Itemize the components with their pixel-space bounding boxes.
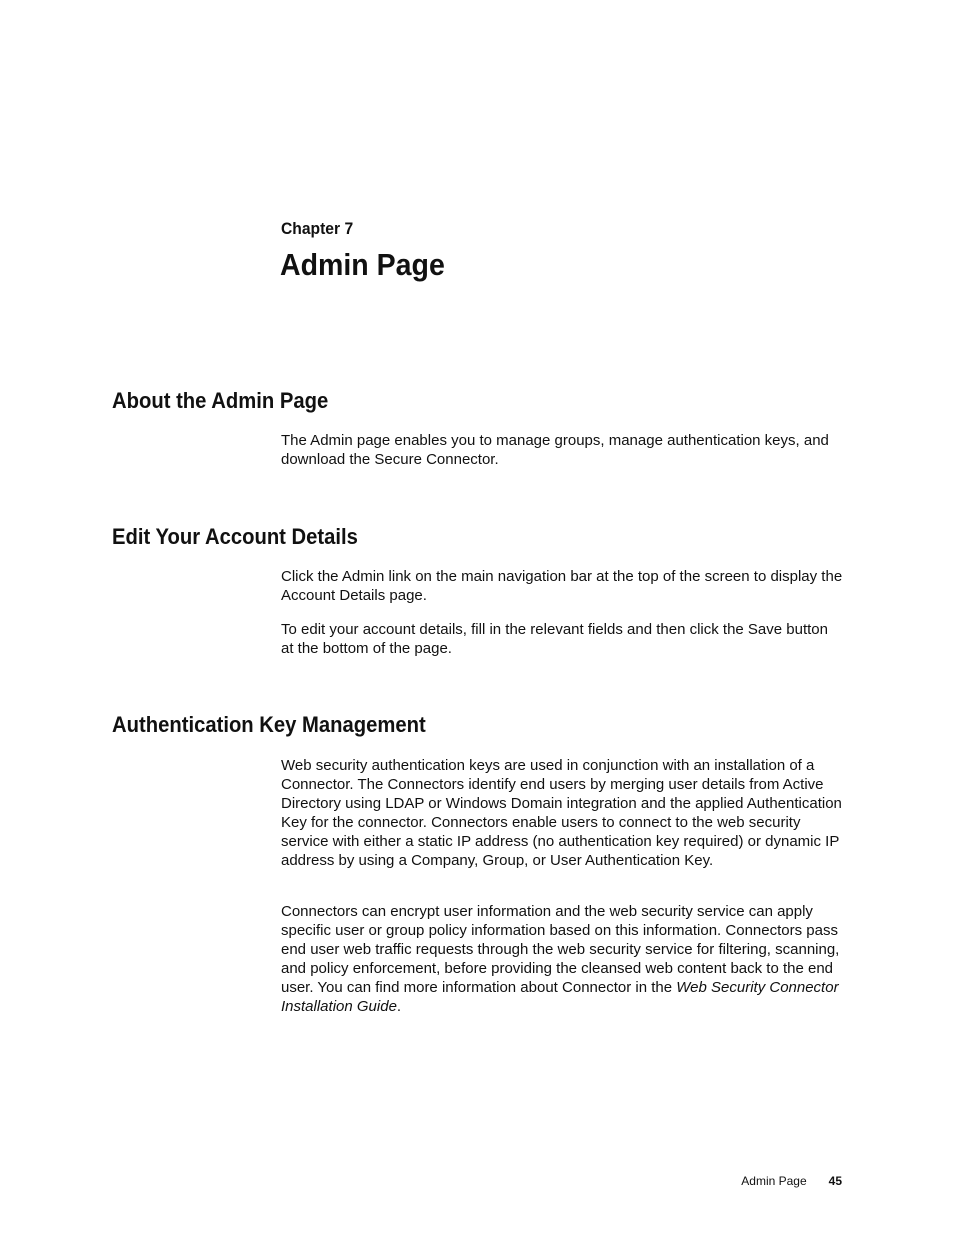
auth-keys-paragraph-1: Web security authentication keys are used in conjunction with an installation of a Connector. The Connectors identify end users by merging user details from Active Directory using LDAP or Windows Domain integration and the applied Authentication Key for the connector. Connectors enable users to connect to the web security service with either a static IP address (no authentication key required) or dynamic IP address by using a Company, Group, or User Authentication Key. bbox=[281, 757, 842, 869]
about-paragraph: The Admin page enables you to manage groups, manage authentication keys, and download the Secure Connector. bbox=[281, 432, 829, 468]
edit-account-paragraph-2: To edit your account details, fill in the relevant fields and then click the Save button at the bottom of the page. bbox=[281, 621, 828, 657]
auth-keys-paragraph-2-text: Connectors can encrypt user information and the web security service can apply specific user or group policy information based on this information. Connectors pass end user web traffic requests through the web security service for filtering, scanning, and policy enforcement, before providing the cleansed web content back to the end user. You can find more information about Connector in the bbox=[281, 903, 840, 996]
page-footer bbox=[741, 1174, 842, 1188]
chapter-label: Chapter 7 bbox=[281, 219, 354, 238]
page-number: 45 bbox=[828, 1174, 842, 1188]
section-heading-edit-account: Edit Your Account Details bbox=[112, 524, 358, 549]
section-heading-auth-keys: Authentication Key Management bbox=[112, 712, 426, 737]
page-title: Admin Page bbox=[280, 247, 445, 282]
auth-keys-paragraph-2-end: . bbox=[396, 998, 402, 1015]
auth-keys-paragraph-2 bbox=[281, 902, 843, 1016]
section-heading-about: About the Admin Page bbox=[112, 388, 329, 413]
edit-account-paragraph-1: Click the Admin link on the main navigation bar at the top of the screen to display the Account Details page. bbox=[281, 568, 843, 604]
installation-guide-title: Web Security Connector Installation Guide bbox=[281, 979, 839, 1015]
footer-section-name: Admin Page bbox=[741, 1174, 807, 1188]
